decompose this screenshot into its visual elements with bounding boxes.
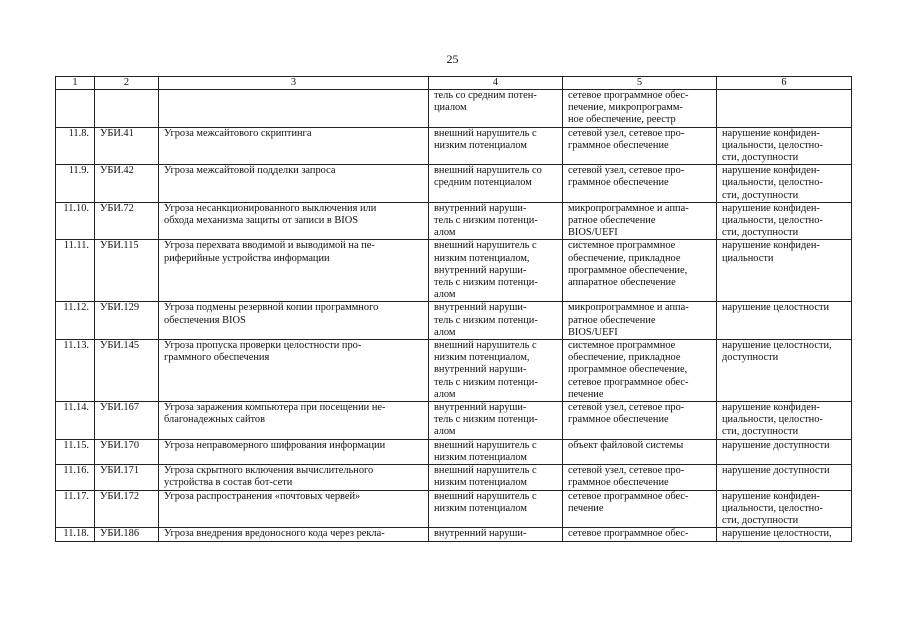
column-header: 5: [563, 77, 717, 90]
row-number: 11.12.: [56, 302, 95, 340]
table-body: [56, 90, 852, 542]
intruder-cell: внешний нарушитель с низким потенциалом: [429, 490, 563, 528]
table-row: [56, 90, 852, 128]
row-number: 11.18.: [56, 528, 95, 542]
column-header: 2: [95, 77, 159, 90]
table-header-row: [56, 77, 852, 90]
threat-name: Угроза внедрения вредоносного кода через рекла-: [159, 528, 429, 542]
intruder-cell: внешний нарушитель с низким потенциалом, внутренний наруши- тель с низким потенци- алом: [429, 240, 563, 302]
row-number: 11.14.: [56, 402, 95, 440]
consequence-cell: нарушение конфиден- циальности, целостно- сти, доступности: [717, 127, 852, 165]
intruder-cell: внешний нарушитель с низким потенциалом: [429, 465, 563, 490]
row-number: 11.11.: [56, 240, 95, 302]
consequence-cell: нарушение доступности: [717, 439, 852, 464]
threat-code: УБИ.186: [95, 528, 159, 542]
threat-code: УБИ.72: [95, 202, 159, 240]
threat-name: Угроза межсайтовой подделки запроса: [159, 165, 429, 203]
intruder-cell: тель со средним потен- циалом: [429, 90, 563, 128]
table-row: [56, 240, 852, 302]
row-number: 11.17.: [56, 490, 95, 528]
row-number: 11.15.: [56, 439, 95, 464]
consequence-cell: нарушение доступности: [717, 465, 852, 490]
object-cell: сетевой узел, сетевое про- граммное обеспечение: [563, 127, 717, 165]
object-cell: микропрограммное и аппа- ратное обеспечение BIOS/UEFI: [563, 302, 717, 340]
intruder-cell: внутренний наруши- тель с низким потенци- алом: [429, 302, 563, 340]
table-row: [56, 528, 852, 542]
intruder-cell: внешний нарушитель с низким потенциалом: [429, 439, 563, 464]
threat-name: Угроза несанкционированного выключения или обхода механизма защиты от записи в BIOS: [159, 202, 429, 240]
consequence-cell: нарушение конфиден- циальности, целостно- сти, доступности: [717, 402, 852, 440]
table-row: [56, 202, 852, 240]
consequence-cell: нарушение конфиден- циальности: [717, 240, 852, 302]
table-row: [56, 302, 852, 340]
table-row: [56, 439, 852, 464]
threat-code: УБИ.42: [95, 165, 159, 203]
threat-code: УБИ.167: [95, 402, 159, 440]
object-cell: микропрограммное и аппа- ратное обеспечение BIOS/UEFI: [563, 202, 717, 240]
threat-code: УБИ.41: [95, 127, 159, 165]
object-cell: системное программное обеспечение, прикладное программное обеспечение, аппаратное обеспечение: [563, 240, 717, 302]
row-number: 11.8.: [56, 127, 95, 165]
consequence-cell: нарушение конфиден- циальности, целостно- сти, доступности: [717, 490, 852, 528]
threat-name: Угроза неправомерного шифрования информации: [159, 439, 429, 464]
page-number: 25: [446, 52, 459, 66]
consequence-cell: нарушение целостности,: [717, 528, 852, 542]
consequence-cell: нарушение конфиден- циальности, целостно- сти, доступности: [717, 165, 852, 203]
threats-table: [55, 76, 852, 542]
intruder-cell: внутренний наруши- тель с низким потенци- алом: [429, 202, 563, 240]
consequence-cell: [717, 90, 852, 128]
consequence-cell: нарушение целостности: [717, 302, 852, 340]
column-header: 6: [717, 77, 852, 90]
row-number: 11.9.: [56, 165, 95, 203]
threat-name: [159, 90, 429, 128]
row-number: [56, 90, 95, 128]
table-row: [56, 165, 852, 203]
threat-name: Угроза перехвата вводимой и выводимой на пе- риферийные устройства информации: [159, 240, 429, 302]
consequence-cell: нарушение целостности, доступности: [717, 340, 852, 402]
object-cell: сетевой узел, сетевое про- граммное обеспечение: [563, 165, 717, 203]
threat-code: УБИ.129: [95, 302, 159, 340]
object-cell: системное программное обеспечение, прикладное программное обеспечение, сетевое программное обес- печение: [563, 340, 717, 402]
intruder-cell: внешний нарушитель со средним потенциалом: [429, 165, 563, 203]
object-cell: сетевое программное обес- печение: [563, 490, 717, 528]
intruder-cell: внешний нарушитель с низким потенциалом: [429, 127, 563, 165]
object-cell: сетевое программное обес- печение, микропрограмм- ное обеспечение, реестр: [563, 90, 717, 128]
table-row: [56, 490, 852, 528]
column-header: 1: [56, 77, 95, 90]
object-cell: сетевое программное обес-: [563, 528, 717, 542]
column-header: 3: [159, 77, 429, 90]
threat-code: УБИ.170: [95, 439, 159, 464]
table-row: [56, 402, 852, 440]
row-number: 11.10.: [56, 202, 95, 240]
row-number: 11.13.: [56, 340, 95, 402]
table-row: [56, 340, 852, 402]
threat-code: УБИ.171: [95, 465, 159, 490]
table-row: [56, 465, 852, 490]
threat-name: Угроза межсайтового скриптинга: [159, 127, 429, 165]
intruder-cell: внутренний наруши-: [429, 528, 563, 542]
column-header: 4: [429, 77, 563, 90]
threat-name: Угроза заражения компьютера при посещении не- благонадежных сайтов: [159, 402, 429, 440]
threat-code: [95, 90, 159, 128]
threat-name: Угроза распространения «почтовых червей»: [159, 490, 429, 528]
threat-code: УБИ.145: [95, 340, 159, 402]
object-cell: объект файловой системы: [563, 439, 717, 464]
object-cell: сетевой узел, сетевое про- граммное обеспечение: [563, 402, 717, 440]
object-cell: сетевой узел, сетевое про- граммное обеспечение: [563, 465, 717, 490]
threat-code: УБИ.172: [95, 490, 159, 528]
threat-code: УБИ.115: [95, 240, 159, 302]
threat-name: Угроза подмены резервной копии программного обеспечения BIOS: [159, 302, 429, 340]
intruder-cell: внутренний наруши- тель с низким потенци- алом: [429, 402, 563, 440]
consequence-cell: нарушение конфиден- циальности, целостно- сти, доступности: [717, 202, 852, 240]
row-number: 11.16.: [56, 465, 95, 490]
table-row: [56, 127, 852, 165]
intruder-cell: внешний нарушитель с низким потенциалом, внутренний наруши- тель с низким потенци- алом: [429, 340, 563, 402]
threat-name: Угроза скрытного включения вычислительного устройства в состав бот-сети: [159, 465, 429, 490]
threat-name: Угроза пропуска проверки целостности про- граммного обеспечения: [159, 340, 429, 402]
